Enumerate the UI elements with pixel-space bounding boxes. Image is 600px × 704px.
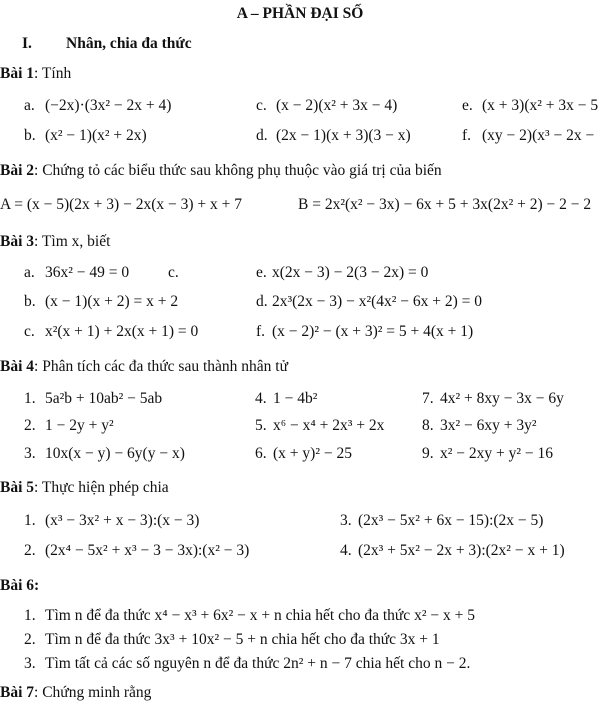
exercise-5-item-label: 4. (340, 542, 352, 559)
exercise-6-item-text: Tìm tất cả các số nguyên n để đa thức 2n² + n − 7 chia hết cho n − 2. (45, 655, 471, 672)
exercise-4-item-expr: x⁶ − x⁴ + 2x³ + 2x (273, 417, 385, 434)
exercise-3-item-label: c. (168, 264, 179, 281)
expression-a: A = (x − 5)(2x + 3) − 2x(x − 3) + x + 7 (0, 196, 242, 213)
exercise-5-item-expr: (2x³ − 5x² + 6x − 15):(2x − 5) (358, 512, 544, 529)
exercise-7-label: Bài 7 (0, 684, 35, 701)
exercise-4-item-label: 9. (422, 445, 434, 462)
exercise-1-item-label: c. (256, 97, 267, 114)
exercise-4-item-label: 5. (255, 417, 267, 434)
exercise-2-desc: : Chứng tỏ các biểu thức sau không phụ thuộc vào giá trị của biến (34, 162, 442, 179)
exercise-6-item-label: 1. (24, 607, 36, 624)
exercise-5-item-expr: (x³ − 3x² + x − 3):(x − 3) (45, 512, 200, 529)
exercise-5-item-expr: (2x⁴ − 5x² + x³ − 3 − 3x):(x² − 3) (45, 542, 250, 559)
exercise-4-item-label: 1. (24, 390, 36, 407)
section-title: Nhân, chia đa thức (66, 35, 192, 52)
section-number: I. (22, 35, 32, 52)
exercise-1-heading (0, 64, 71, 84)
exercise-5-desc: : Thực hiện phép chia (34, 479, 169, 496)
exercise-4-item-label: 6. (255, 445, 267, 462)
exercise-6-label: Bài 6: (0, 577, 40, 594)
exercise-3-label: Bài 3 (0, 233, 35, 250)
exercise-5-item-expr: (2x³ + 5x² − 2x + 3):(2x² − x + 1) (358, 542, 565, 559)
exercise-1-item-label: b. (24, 127, 36, 144)
exercise-4-item-label: 2. (24, 417, 36, 434)
exercise-5-item-label: 1. (24, 512, 36, 529)
exercise-4-item-expr: 4x² + 8xy − 3x − 6y (440, 390, 564, 407)
exercise-1-item-expr: (x + 3)(x² + 3x − 5 (482, 97, 599, 114)
exercise-2-label: Bài 2 (0, 162, 35, 179)
exercise-1-item-label: d. (256, 127, 268, 144)
exercise-1-item-expr: (x − 2)(x² + 3x − 4) (276, 97, 398, 114)
exercise-3-item-label: c. (24, 323, 35, 340)
exercise-3-heading (0, 232, 110, 252)
exercise-4-item-expr: 1 − 2y + y² (45, 417, 114, 434)
exercise-2-heading (0, 161, 442, 181)
exercise-4-label: Bài 4 (0, 358, 35, 375)
exercise-4-item-expr: 3x² − 6xy + 3y² (440, 417, 537, 434)
exercise-1-label: Bài 1 (0, 65, 35, 82)
exercise-6-item-text: Tìm n để đa thức 3x³ + 10x² − 5 + n chia hết cho đa thức 3x + 1 (45, 631, 440, 648)
exercise-5-item-label: 3. (340, 512, 352, 529)
exercise-1-item-expr: (2x − 1)(x + 3)(3 − x) (276, 127, 411, 144)
exercise-5-item-label: 2. (24, 542, 36, 559)
exercise-1-desc: : Tính (34, 65, 72, 82)
exercise-1-item-label: a. (24, 97, 35, 114)
exercise-4-item-expr: 5a²b + 10ab² − 5ab (45, 390, 163, 407)
exercise-3-item-expr: x²(x + 1) + 2x(x + 1) = 0 (45, 323, 199, 340)
exercise-1-item-expr: (x² − 1)(x² + 2x) (45, 127, 147, 144)
exercise-7-heading (0, 683, 151, 703)
exercise-3-item-expr: (x − 2)² − (x + 3)² = 5 + 4(x + 1) (272, 323, 474, 340)
exercise-3-item-expr: x(2x − 3) − 2(3 − 2x) = 0 (272, 264, 429, 281)
exercise-4-item-expr: 10x(x − y) − 6y(y − x) (45, 445, 185, 462)
exercise-4-item-label: 3. (24, 445, 36, 462)
exercise-4-item-label: 7. (422, 390, 434, 407)
expression-b: B = 2x²(x² − 3x) − 6x + 5 + 3x(2x² + 2) − 2 − 2 (298, 196, 592, 213)
exercise-1-item-expr: (xy − 2)(x³ − 2x − (482, 127, 595, 144)
exercise-3-item-expr: (x − 1)(x + 2) = x + 2 (45, 293, 179, 310)
exercise-4-item-expr: x² − 2xy + y² − 16 (440, 445, 554, 462)
exercise-4-item-label: 4. (255, 390, 267, 407)
exercise-3-item-label: e. (256, 264, 267, 281)
exercise-4-item-label: 8. (422, 417, 434, 434)
exercise-1-item-label: f. (462, 127, 472, 144)
exercise-3-desc: : Tìm x, biết (34, 233, 111, 250)
page-title: A – PHẦN ĐẠI SỐ (236, 5, 364, 22)
exercise-3-item-label: d. (256, 293, 268, 310)
exercise-3-item-expr: 2x³(2x − 3) − x²(4x² − 6x + 2) = 0 (272, 293, 483, 310)
exercise-3-item-expr: 36x² − 49 = 0 (45, 264, 130, 281)
exercise-6-item-label: 2. (24, 631, 36, 648)
exercise-3-item-label: a. (24, 264, 35, 281)
exercise-5-label: Bài 5 (0, 479, 35, 496)
exercise-4-heading (0, 357, 288, 377)
exercise-4-item-expr: 1 − 4b² (273, 390, 318, 407)
exercise-4-desc: : Phân tích các đa thức sau thành nhân tử (34, 358, 288, 375)
exercise-1-item-expr: (−2x)·(3x² − 2x + 4) (45, 97, 172, 114)
exercise-6-item-label: 3. (24, 655, 36, 672)
exercise-7-desc: : Chứng minh rằng (34, 684, 152, 701)
exercise-6-item-text: Tìm n để đa thức x⁴ − x³ + 6x² − x + n chia hết cho đa thức x² − x + 5 (45, 607, 475, 624)
exercise-3-item-label: f. (256, 323, 266, 340)
exercise-4-item-expr: (x + y)² − 25 (273, 445, 352, 462)
exercise-3-item-label: b. (24, 293, 36, 310)
exercise-1-item-label: e. (462, 97, 473, 114)
exercise-5-heading (0, 478, 169, 498)
